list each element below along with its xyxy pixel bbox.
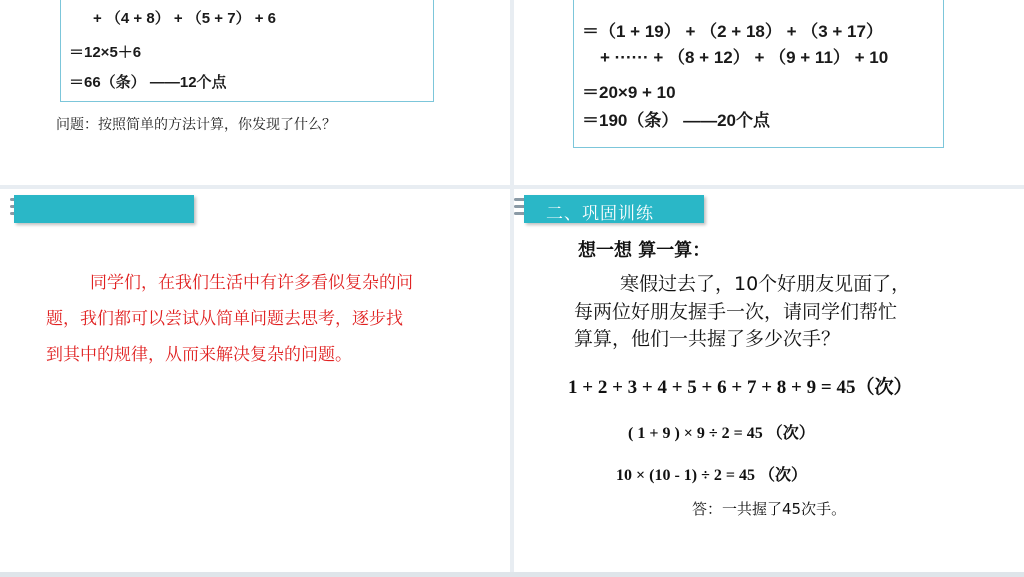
calc-line-2: + ······ + （8 + 12） + （9 + 11） + 10 (600, 48, 889, 67)
problem-line-3: 算算，他们一共握了多少次手？ (574, 328, 841, 350)
calc-line-1: + （4 + 8） + （5 + 7） + 6 (93, 10, 277, 27)
summary-paragraph-line-1: 同学们，在我们生活中有许多看似复杂的问 (90, 273, 413, 293)
answer-text: 答：一共握了45次手。 (692, 500, 847, 518)
bottom-right-slide (514, 189, 1024, 572)
section-banner (14, 195, 194, 223)
section-title: 二、巩固训练 (546, 204, 654, 224)
question-text: 问题：按照简单的方法计算，你发现了什么？ (56, 117, 336, 133)
problem-line-2: 每两位好朋友握手一次，请同学们帮忙 (574, 301, 898, 323)
calc-line-1: ＝（1 + 19） + （2 + 18） + （3 + 17） (582, 22, 883, 41)
calculation-box (60, 0, 434, 102)
top-left-slide (0, 0, 510, 185)
formula-3: 10 × (10 - 1) ÷ 2 = 45 （次） (616, 467, 808, 484)
summary-paragraph-line-2: 题，我们都可以尝试从简单问题去思考，逐步找 (46, 309, 403, 329)
prompt-text: 想一想 算一算： (578, 240, 711, 261)
calc-line-3: ＝66（条） ——12个点 (69, 74, 227, 91)
section-banner (524, 195, 704, 223)
summary-paragraph-line-3: 到其中的规律，从而来解决复杂的问题。 (46, 345, 352, 365)
calc-line-3: ＝20×9 + 10 (582, 83, 676, 102)
calc-line-4: ＝190（条） ——20个点 (582, 111, 770, 130)
formula-1: 1 + 2 + 3 + 4 + 5 + 6 + 7 + 8 + 9 = 45（次） (568, 377, 913, 398)
top-right-slide (514, 0, 1024, 185)
problem-line-1: 寒假过去了，10个好朋友见面了， (620, 273, 911, 295)
calc-line-2: ＝12×5＋6 (69, 44, 142, 61)
bottom-left-slide (0, 189, 510, 572)
calculation-box (573, 0, 944, 148)
bottom-strip (0, 572, 1024, 577)
formula-2: ( 1 + 9 ) × 9 ÷ 2 = 45 （次） (628, 425, 815, 442)
